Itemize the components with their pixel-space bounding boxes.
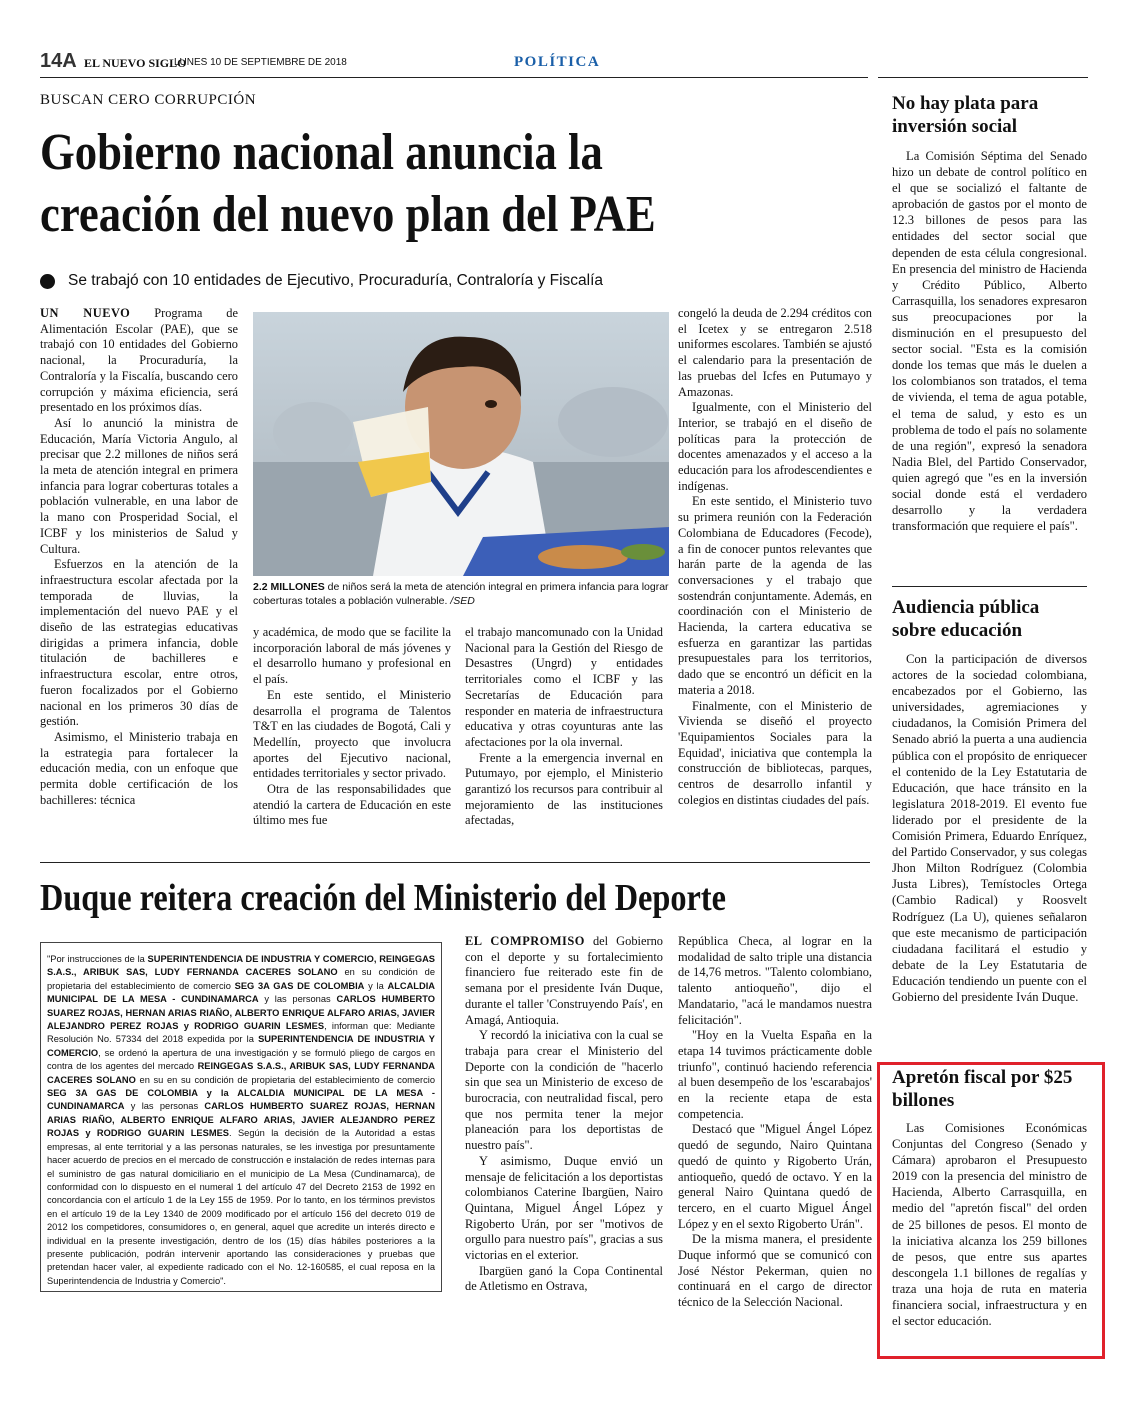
notice-text: "Por instrucciones de la xyxy=(47,954,148,964)
deporte-headline: Duque reitera creación del Ministerio del Deporte xyxy=(40,877,726,919)
paragraph: República Checa, al lograr en la modalidad de salto triple una distancia de 14,76 metros. "Talento colombiano, talento antioqueño", dijo el Mandatario, "acá le mandamos nuestra felicitación". xyxy=(678,934,872,1027)
sidebar-text-2 xyxy=(892,651,1087,1051)
notice-text: . Según la decisión de la Autoridad a estas empresas, al ente territorial y a las personas naturales, se les investiga por presuntamente hacer acuerdo de precios en el mercado de construcción e instalación de redes internas para el suministro de gas natural domiciliario en el municipio de La Mesa (Cundinamarca), de conformidad con lo dispuesto en el numeral 1 del artículo 47 del Decreto 2153 de 1992 en concordancia con el artículo 1 de la Ley 155 de 1959. Por lo tanto, en los términos previstos en el artículo 19 de la Ley 1340 de 2009 modificado por el artículo 156 del decreto 019 de 2012 los competidores, consumidores o, en general, aquel que acredite un interés directo e individual en la presente investigación, dentro de los (15) días hábiles posteriores a la presente publicación, podrán intervenir aportando las consideraciones y pruebas que pretendan hacer valer, al expediente radicado con el No. 12-160585, el cual reposa en la Superintendencia de Industria y Comercio". xyxy=(47,1128,435,1286)
paragraph: Esfuerzos en la atención de la infraestructura escolar afectada por la temporada de lluvias, la implementación del nuevo PAE y el diseño de las estrategias educativas dirigidas a primera infancia, doble titulación de bachilleres e infraestructura escolar, entre otros, fueron focalizados por el Gobierno nacional en los primeros 30 días de gestión. xyxy=(40,557,238,729)
sidebar-text-1 xyxy=(892,148,1087,580)
legal-notice xyxy=(40,942,442,1292)
paragraph: Y asimismo, Duque envió un mensaje de felicitación a los deportistas colombianos Caterine Ibargüen, Nairo Quintana, Miguel Ángel López y Rigoberto Urán, por ser "motivos de orgullo para nuestro país", gracias a sus victorias en el exterior. xyxy=(465,1153,663,1263)
notice-text: , informan que: Mediante Resolución No. 57334 del 2018 expedida por la xyxy=(47,1021,435,1045)
sidebar-text-3 xyxy=(892,1120,1087,1352)
paragraph: La Comisión Séptima del Senado hizo un debate de control político en el que se socializó el faltante de aprobación de gastos por el monto de 12.3 billones de pesos para las entidades del sector social que dependen de esta célula congresional. En presencia del ministro de Hacienda y Crédito Público, Alberto Carrasquilla, los senadores expresaron sus preocupaciones por la disminución en el presupuesto del sector social. "Esta es la comisión donde los temas que más le duelen a los colombianos son tratados, el tema de vivienda, el tema de agua potable, el tema de salud, y esto es un problema de todo el país no solamente de una región", expresó la senadora Nadia Blel, del Partido Conservador, quien agregó que "es en la inversión social donde está el verdadero desarrollo y la verdadera transformación que requiere el país". xyxy=(892,149,1087,534)
paragraph: En este sentido, el Ministerio tuvo su primera reunión con la Federación Colombiana de Educadores (Fecode), a fin de conocer puntos relevantes que harán parte de la agenda de las conversaciones y el trabajo que sostendrán conjuntamente. Además, en coordinación con el Ministerio de Hacienda, la cartera educativa se esfuerza en garantizar las partidas presupuestales para los territorios, dado que se encontró un déficit en la materia a 2018. xyxy=(678,494,872,697)
paragraph: Las Comisiones Económicas Conjuntas del Congreso (Senado y Cámara) aprobaron el Presupuesto 2019 con la presencia del ministro de Hacienda, Alberto Carrasquilla, en medio del "apretón fiscal" del orden de 25 billones de pesos. El monto de la iniciativa alcanza los 259 billones de pesos, que entre sus apartes descongela 1.1 billones de regalías y traza una hoja de ruta en materia financiera social, infraestructura y en el sector educación. xyxy=(892,1121,1087,1329)
lead-word: EL COMPROMISO xyxy=(465,934,585,948)
child-drinking-illustration xyxy=(253,312,669,576)
paragraph: Ibargüen ganó la Copa Continental de Atletismo en Ostrava, xyxy=(465,1263,663,1294)
notice-bold: SUPERINTENDENCIA DE INDUSTRIA Y COMERCIO, REINGEGAS S.A.S., ARIBUK SAS, LUDY FERNANDA CACERES SOLANO xyxy=(47,954,435,978)
newspaper-name: EL NUEVO SIGLO xyxy=(84,56,187,70)
deporte-column-1 xyxy=(465,934,663,1360)
issue-date: LUNES 10 DE SEPTIEMBRE DE 2018 xyxy=(174,57,347,68)
section-title: POLÍTICA xyxy=(514,54,601,70)
lead-word: UN NUEVO xyxy=(40,306,131,320)
sidebar-title-1: No hay plata para inversión social xyxy=(892,93,1039,137)
headline-line-1: Gobierno nacional anuncia la xyxy=(40,124,603,181)
main-column-2 xyxy=(253,625,451,847)
paragraph: Finalmente, con el Ministerio de Vivienda se diseñó el proyecto 'Equipamientos Sociales para la Equidad', iniciativa que contempla la construcción de bibliotecas, parques, centros de desarrollo infantil y colegios en distintas ciudades del país. xyxy=(678,698,872,807)
paragraph: Con la participación de diversos actores de la sociedad colombiana, encabezados por el Gobierno, las universidades, agremiaciones y ciudadanos, la Comisión Primera del Senado abrió la puerta a una audiencia pública con el propósito de enriquecer el contenido de la Ley Estatutaria de Educación, que hace tránsito en la legislatura 2018-2019. El evento fue liderado por el presidente de la Comisión Primera, Eduardo Enríquez, del Partido Conservador, y sus colegas Jhon Milton Rodríguez (Colombia Justa Libres), Temístocles Ortega (Cambio Radical) y Roosvelt Rodríguez (La U), quienes señalaron que este mecanismo de participación ciudadana facilitará el estudio y debate de la Ley Estatutaria de Educación tendiendo un puente con el Gobierno del presidente Iván Duque. xyxy=(892,652,1087,1004)
paragraph: De la misma manera, el presidente Duque informó que se comunicó con José Néstor Pekerman, quien no continuará en el cargo de director técnico de la Selección Nacional. xyxy=(678,1232,872,1310)
notice-text: y las personas xyxy=(258,994,337,1005)
page-number: 14A xyxy=(40,50,77,72)
notice-bold: REINGEGAS S.A.S., ARIBUK SAS, LUDY FERNANDA CACERES SOLANO xyxy=(47,1061,435,1085)
notice-text: en su en su condición de propietaria del establecimiento de comercio xyxy=(135,1074,436,1085)
paragraph-text: Programa de Alimentación Escolar (PAE), que se trabajó con 10 entidades del Gobierno nacional, la Procuraduría, la Contraloría y la Fiscalía, buscando cero corrupción y máxima eficiencia, será presentado en los próximos días. xyxy=(40,306,238,415)
notice-text: , se ordenó la apertura de una investigación y se formuló pliego de cargos en contra de los agentes del mercado xyxy=(47,1047,435,1072)
paragraph: "Hoy en la Vuelta España en la etapa 14 tuvimos prácticamente doble triunfo", continuó haciendo referencia al buen desempeño de los 'escarabajos' en la reciente etapa de esta competencia. xyxy=(678,1028,872,1121)
paragraph: Otra de las responsabilidades que atendió la cartera de Educación en este último mes fue xyxy=(253,782,451,828)
notice-bold: ALCALDIA MUNICIPAL DE LA MESA - CUNDINAMARCA xyxy=(47,980,435,1005)
paragraph xyxy=(465,934,663,1028)
kicker: BUSCAN CERO CORRUPCIÓN xyxy=(40,92,257,108)
deporte-column-2 xyxy=(678,934,872,1360)
header-rule-sidebar xyxy=(878,77,1088,78)
main-column-3 xyxy=(465,625,663,847)
sidebar-title-2: Audiencia pública sobre educación xyxy=(892,597,1040,641)
paragraph: En este sentido, el Ministerio desarrolla el programa de Talentos T&T en las ciudades de Bogotá, Cali y Medellín, proyecto que involucra aportes del Ejecutivo nacional, entidades territoriales y sector privado. xyxy=(253,687,451,781)
notice-bold: SEG 3A GAS DE COLOMBIA xyxy=(234,980,365,991)
paragraph: Frente a la emergencia invernal en Putumayo, por ejemplo, el Ministerio garantizó los recursos para contribuir al mejoramiento de las instituciones afectadas, xyxy=(465,750,663,828)
caption-bold: 2.2 MILLONES xyxy=(253,581,325,593)
sidebar-divider-1 xyxy=(892,586,1087,587)
notice-text: y la xyxy=(364,980,388,991)
notice-bold: SUPERINTENDENCIA DE INDUSTRIA Y COMERCIO xyxy=(47,1034,435,1058)
caption-credit: /SED xyxy=(447,595,475,607)
main-column-1 xyxy=(40,306,238,846)
paragraph: Y recordó la iniciativa con la cual se trabaja para crear el Ministerio del Deporte con la condición de "hacerlo sin que sea un Ministerio de exceso de burocracia, con neutralidad fiscal, pero que nos permita tener la mejor planeación para los deportistas de nuestro país". xyxy=(465,1028,663,1153)
paragraph: el trabajo mancomunado con la Unidad Nacional para la Gestión del Riesgo de Desastres (Ungrd) y entidades territoriales como el ICBF y las Secretarías de Educación para responder en materia de infraestructura educativa y otras coyunturas ante las afectaciones por la ola invernal. xyxy=(465,625,663,749)
main-headline xyxy=(40,122,745,246)
subheadline: Se trabajó con 10 entidades de Ejecutivo, Procuraduría, Contraloría y Fiscalía xyxy=(68,272,604,289)
headline-line-2: creación del nuevo plan del PAE xyxy=(40,186,656,243)
news-photo xyxy=(253,312,669,576)
paragraph: Igualmente, con el Ministerio del Interior, se trabajó en el diseño de políticas para la protección de docentes amenazados y el acceso a la educación para los afrodescendientes e indígenas. xyxy=(678,400,872,493)
notice-text: en su condición de propietaria del establecimiento de comercio xyxy=(47,967,436,991)
main-column-4 xyxy=(678,306,872,846)
paragraph: Asimismo, el Ministerio trabaja en la estrategia para fortalecer la educación media, con un enfoque que permita doble certificación de los bachilleres: técnica xyxy=(40,729,238,807)
header-rule xyxy=(40,77,868,78)
story-divider xyxy=(40,862,870,863)
paragraph: y académica, de modo que se facilite la incorporación laboral de más jóvenes y el desarrollo humano y profesional en el país. xyxy=(253,625,451,687)
paragraph: congeló la deuda de 2.294 créditos con el Icetex y se entregaron 2.518 uniformes escolares. También se ajustó el calendario para la presentación de las pruebas del Icfes en Putumayo y Amazonas. xyxy=(678,306,872,399)
notice-bold: SEG 3A GAS DE COLOMBIA y la ALCALDIA MUNICIPAL DE LA MESA - CUNDINAMARCA xyxy=(47,1088,435,1112)
photo-caption xyxy=(253,580,673,608)
paragraph-text: del Gobierno con el deporte y su fortalecimiento financiero fue reiterado este fin de semana por el presidente Iván Duque, durante el taller 'Construyendo País', en Amagá, Antioquia. xyxy=(465,934,663,1027)
sidebar-title-3: Apretón fiscal por $25 billones xyxy=(892,1067,1073,1111)
notice-bold: CARLOS HUMBERTO SUAREZ ROJAS, HERNAN ARIAS RIAÑO, ALBERTO ENRIQUE ALFARO ARIAS, JAVIER ALEJANDRO PEREZ ROJAS y RODRIGO GUARIN LESMES xyxy=(47,1101,435,1139)
notice-text: y las personas xyxy=(124,1101,205,1112)
caption-text: de niños será la meta de atención integral en primera infancia para lograr coberturas totales a población vulnerable. xyxy=(253,581,669,607)
paragraph xyxy=(40,306,238,416)
paragraph: Destacó que "Miguel Ángel López quedó de segundo, Nairo Quintana quedó de quinto y Rigoberto Urán, antioqueño, quedó de octavo. Y en la general Nairo Quintana quedó de tercero, en el cuarto Miguel Ángel López y en el sexto Rigoberto Urán". xyxy=(678,1122,872,1231)
notice-bold: CARLOS HUMBERTO SUAREZ ROJAS, HERNAN ARIAS RIAÑO, ALBERTO ENRIQUE ALFARO ARIAS, JAVIER ALEJANDRO PEREZ ROJAS y RODRIGO GUARIN LESMES xyxy=(47,994,435,1032)
paragraph: Así lo anunció la ministra de Educación, María Victoria Angulo, al precisar que 2.2 millones de niños será la meta de atención integral en primera infancia para lograr coberturas totales a población vulnerable, en una labor de la mano con Prosperidad Social, el ICBF y los ministerios de Salud y Cultura. xyxy=(40,415,238,556)
bullet-dot-icon xyxy=(40,274,55,289)
